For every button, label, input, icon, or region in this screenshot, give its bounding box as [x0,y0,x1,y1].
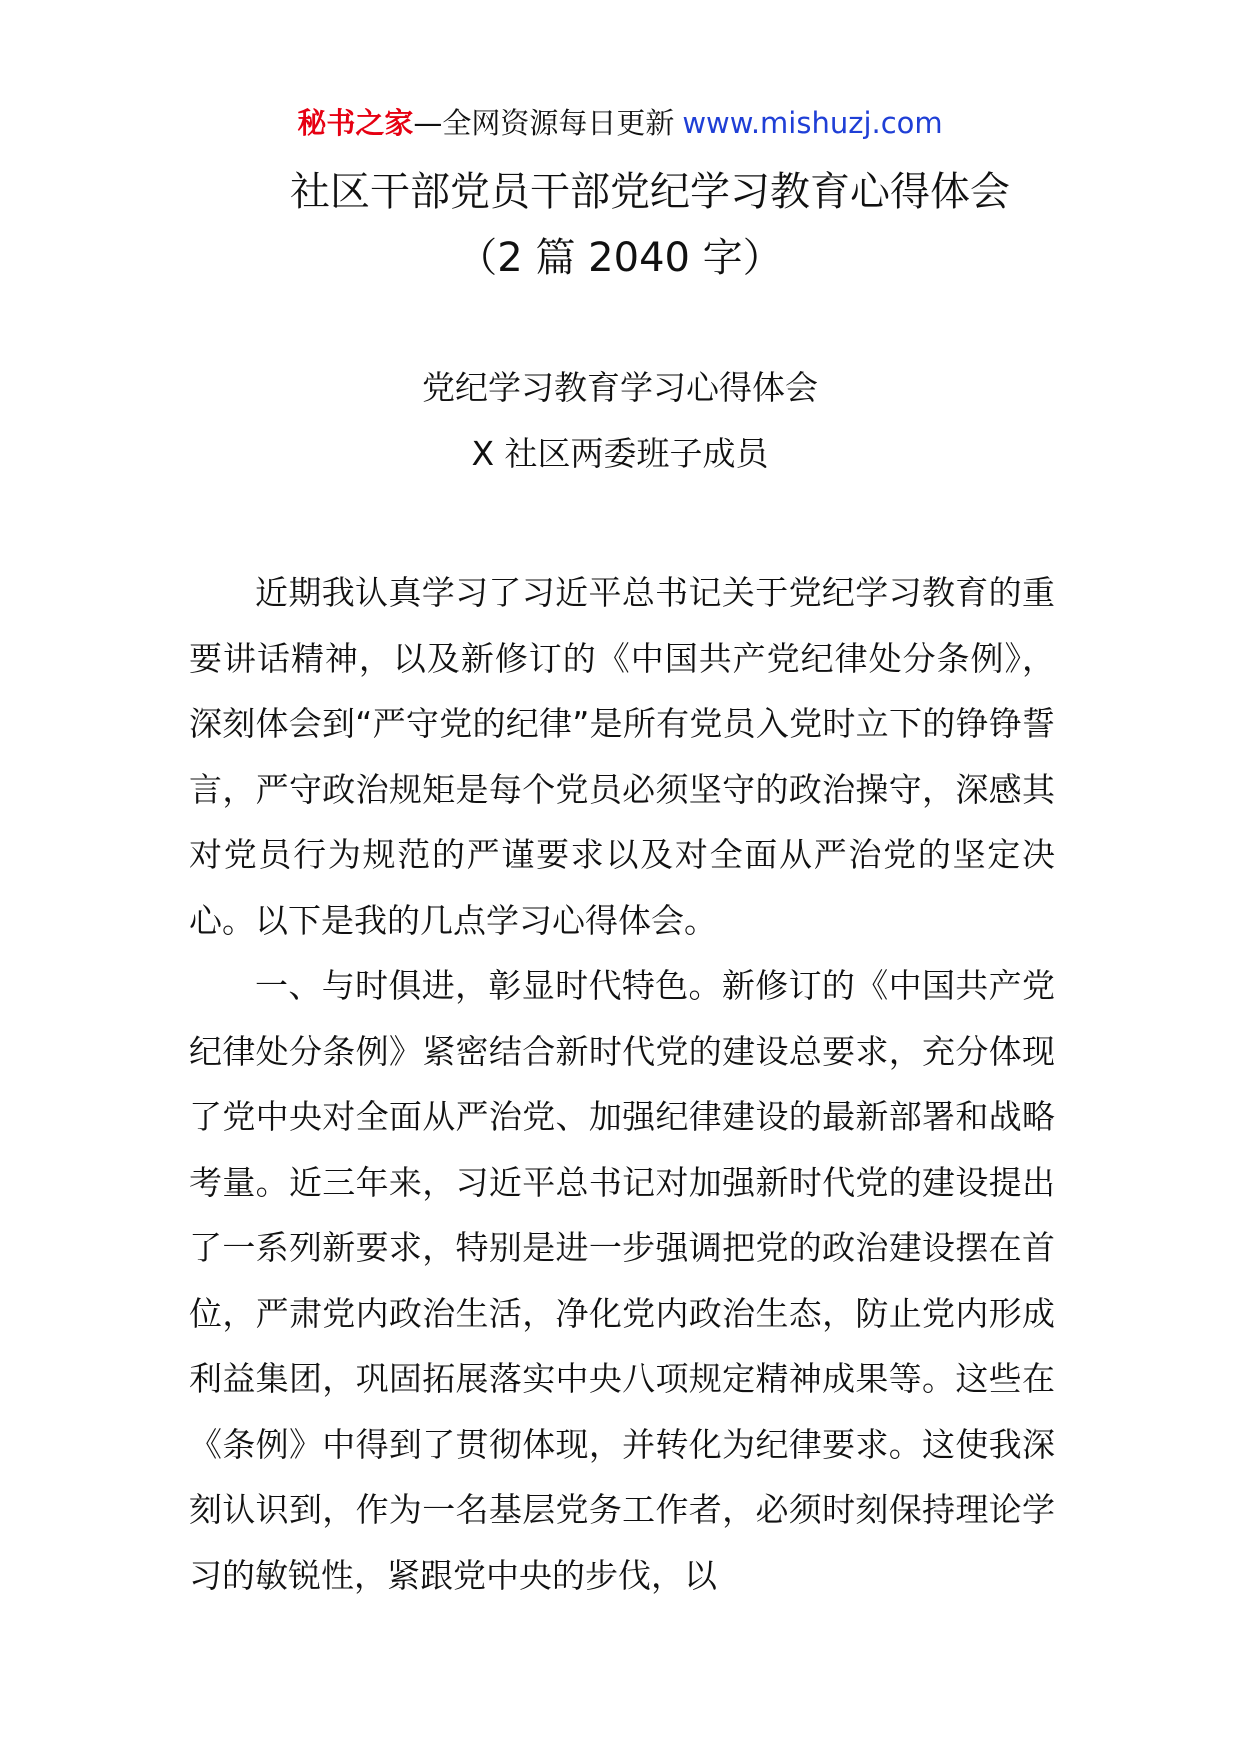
site-brand: 秘书之家 [297,106,414,140]
site-slogan: —全网资源每日更新 [413,106,675,140]
document-title: 社区干部党员干部党纪学习教育心得体会 [290,169,1010,215]
site-banner [0,103,1240,143]
document-title-count: （2 篇 2040 字） [457,235,783,281]
paragraph: 近期我认真学习了习近平总书记关于党纪学习教育的重要讲话精神，以及新修订的《中国共产党纪律处分条例》，深刻体会到“严守党的纪律”是所有党员入党时立下的铮铮誓言，严守政治规矩是每个党员必须坚守的政治操守，深感其对党员行为规范的严谨要求以及对全面从严治党的坚定决心。以下是我的几点学习心得体会。 [189,573,1055,940]
article-heading: 党纪学习教育学习心得体会 [422,368,818,407]
article-author: X 社区两委班子成员 [471,434,769,473]
paragraph: 一、与时俱进，彰显时代特色。新修订的《中国共产党纪律处分条例》紧密结合新时代党的建设总要求，充分体现了党中央对全面从严治党、加强纪律建设的最新部署和战略考量。近三年来，习近平总书记对加强新时代党的建设提出了一系列新要求，特别是进一步强调把党的政治建设摆在首位，严肃党内政治生活，净化党内政治生态，防止党内形成利益集团，巩固拓展落实中央八项规定精神成果等。这些在《条例》中得到了贯彻体现，并转化为纪律要求。这使我深刻认识到，作为一名基层党务工作者，必须时刻保持理论学习的敏锐性，紧跟党中央的步伐，以 [189,966,1055,1595]
site-url-link[interactable]: www.mishuzj.com [682,106,943,140]
article-body [189,560,1055,1608]
